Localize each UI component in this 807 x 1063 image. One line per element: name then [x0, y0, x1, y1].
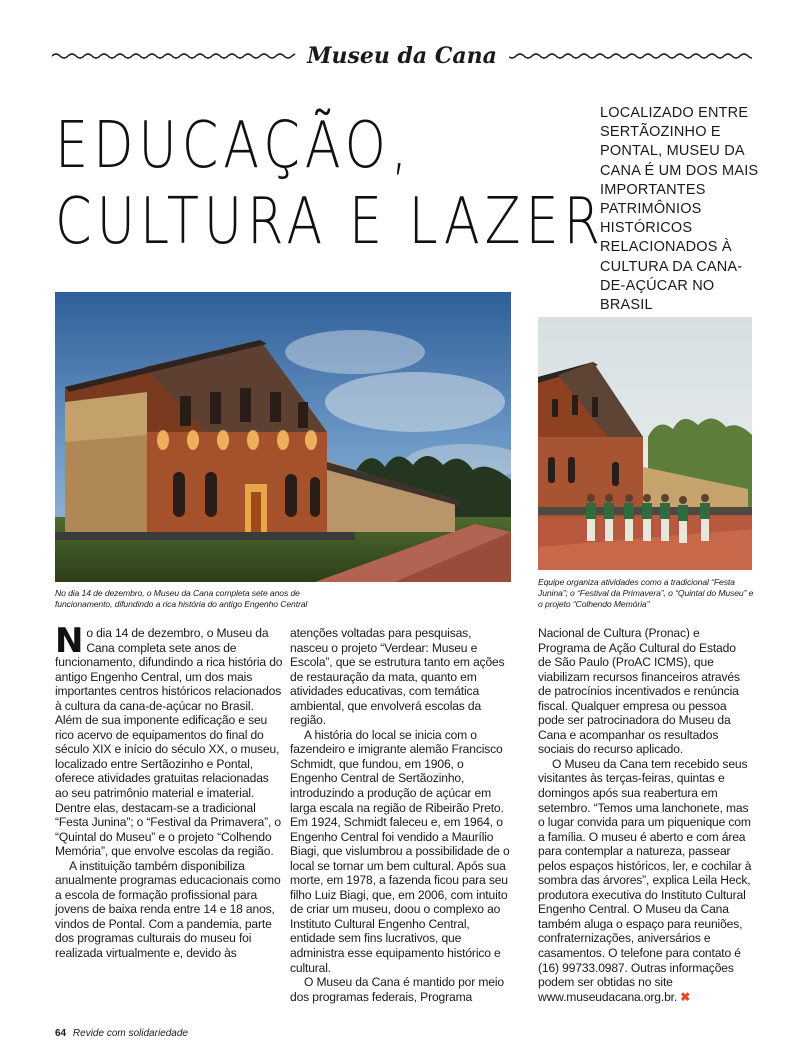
body-column-2	[290, 626, 512, 1004]
section-title: Museu da Cana	[295, 40, 509, 72]
paragraph-2-continued: atenções voltadas para pesquisas, nasceu o projeto “Verdear: Museu e Escola”, que se estrutura tanto em ações de restauração da mata, quanto em atividades educativas, com temática ambiental, que envolverá escolas da região.	[290, 626, 505, 728]
drop-cap: N	[55, 621, 84, 661]
page-footer	[55, 1028, 188, 1039]
body-column-1	[55, 621, 283, 961]
page-number: 64	[55, 1028, 67, 1039]
publication-name: Revide com solidariedade	[72, 1028, 188, 1039]
paragraph-5: O Museu da Cana tem recebido seus visitantes às terças-feiras, quintas e domingos após sua reabertura em setembro. “Temos uma lanchonete, mas o lugar convida para um piquenique com a família. O museu é aberto e com área para contemplar a natureza, passear pelos espaços históricos, ler, e cochilar à sombra das árvores”, explica Leila Heck, produtora executiva do Instituto Cultural Engenho Central. O Museu da Cana também aluga o espaço para reuniões, confraternizações, aniversários e casamentos. O telefone para contato é (16) 99733.0987. Outras informações podem ser obtidas no site www.museudacana.org.br. ✖	[538, 756, 752, 1004]
title-line-1: EDUCAÇÃO,	[55, 109, 413, 183]
museum-building-photo	[55, 292, 511, 582]
caption-photo-1: No dia 14 de dezembro, o Museu da Cana completa sete anos de funcionamento, difundindo a rica história do antigo Engenho Central	[55, 588, 308, 609]
article-deck: LOCALIZADO ENTRE SERTÃOZINHO E PONTAL, MUSEU DA CANA É UM DOS MAIS IMPORTANTES PATRIMÔNIOS HISTÓRICOS RELACIONADOS À CULTURA DA CANA-DE-AÇÚCAR NO BRASIL	[600, 105, 759, 314]
body-column-3	[538, 626, 752, 1004]
museum-team-photo	[538, 317, 752, 570]
section-header	[52, 40, 752, 72]
end-mark-icon: ✖	[680, 989, 691, 1004]
paragraph-3: A história do local se inicia com o fazendeiro e imigrante alemão Francisco Schmidt, que fundou, em 1906, o Engenho Central de Sertãozinho, introduzindo a produção de açúcar em larga escala na região de Ribeirão Preto. Em 1924, Schmidt faleceu e, em 1964, o Engenho Central foi vendido a Maurílio Biagi, que vislumbrou a possibilidade de o local se tornar um bem cultural. Após sua morte, em 1978, a fazenda ficou para seu filho Luiz Biagi, que, em 2006, com intuito de criar um museu, doou o complexo ao Instituto Cultural Engenho Central, entidade sem fins lucrativos, que administra esse equipamento histórico e cultural.	[290, 727, 510, 975]
article-title	[55, 108, 606, 260]
caption-photo-2: Equipe organiza atividades como a tradicional “Festa Junina”; o “Festival da Primavera”, o “Quintal do Museu” e o projeto “Colhendo Memória”	[538, 577, 754, 609]
paragraph-4: O Museu da Cana é mantido por meio dos programas federais, Programa	[290, 975, 504, 1004]
paragraph-4-continued: Nacional de Cultura (Pronac) e Programa de Ação Cultural do Estado de São Paulo (ProAC ICMS), que viabilizam recursos financeiros através de patrocínios incentivados e renúncia fiscal. Qualquer empresa ou pessoa pode ser patrocinadora do Museu da Cana e acompanhar os resultados sociais do recurso aplicado.	[538, 626, 740, 757]
paragraph-1: No dia 14 de dezembro, o Museu da Cana completa sete anos de funcionamento, difundindo a rica história do antigo Engenho Central, um dos mais importantes centros históricos relacionados à cultura da cana-de-açúcar no Brasil. Além de sua imponente edificação e seu rico acervo de equipamentos do final do século XIX e início do século XX, o museu, localizado entre Sertãozinho e Pontal, oferece atividades gratuitas relacionadas ao seu patrimônio material e imaterial. Dentre elas, destacam-se a tradicional “Festa Junina”; o “Festival da Primavera”, o “Quintal do Museu” e o projeto “Colhendo Memória”, que envolve escolas da região.	[55, 621, 283, 859]
title-line-2: CULTURA E LAZER	[55, 185, 606, 259]
paragraph-2: A instituição também disponibiliza anualmente programas educacionais como a escola de formação profissional para jovens de baixa renda entre 14 e 18 anos, vindos de Pontal. Com a pandemia, parte dos programas culturais do museu foi realizada virtualmente e, devido às	[55, 858, 281, 961]
